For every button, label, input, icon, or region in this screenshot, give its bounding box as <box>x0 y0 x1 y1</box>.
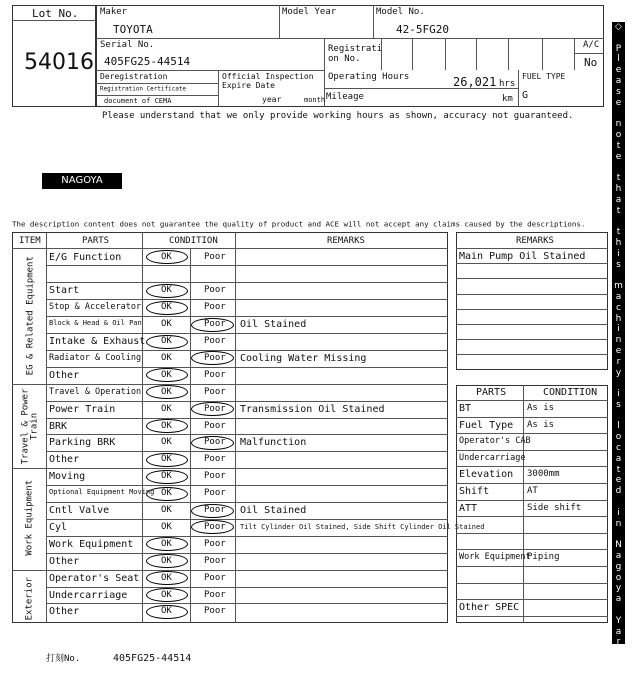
part-name: Optional Equipment Moving <box>49 488 155 497</box>
spec-value: Piping <box>527 552 560 563</box>
table-row <box>46 587 448 604</box>
stamp-no-value: 405FG25-44514 <box>113 653 192 664</box>
ok-option: OK <box>161 471 172 482</box>
serial-value: 405FG25-44514 <box>104 55 191 68</box>
spec-part: Work Equipment <box>459 552 531 563</box>
poor-option: Poor <box>204 403 226 414</box>
spec-part: BT <box>459 403 472 414</box>
poor-option: Poor <box>204 589 226 600</box>
serial-label: Serial No. <box>100 40 155 50</box>
registration-label: Registrati on No. <box>328 44 383 65</box>
ok-option: OK <box>161 285 172 296</box>
table-row <box>46 536 448 553</box>
poor-option: Poor <box>204 386 226 397</box>
ok-option: OK <box>161 488 172 499</box>
year-label: year <box>262 95 282 104</box>
notice-text: Please understand that we only provide working hours as shown, accuracy not guaranteed. <box>102 111 574 121</box>
part-name: Undercarriage <box>49 589 128 601</box>
part-name: Other <box>49 369 80 381</box>
remark-text: Cooling Water Missing <box>240 352 367 364</box>
right-remarks-header: REMARKS <box>516 236 554 246</box>
ok-selected-circle <box>146 335 188 349</box>
poor-option: Poor <box>204 336 226 346</box>
condition-header: CONDITION <box>169 236 218 246</box>
ok-selected-circle <box>146 385 188 399</box>
spec-row <box>456 400 608 416</box>
part-name: BRK <box>49 420 68 432</box>
group-label-travel: Travel & Power Train <box>20 388 40 465</box>
ok-option: OK <box>161 420 172 431</box>
table-row <box>46 485 448 502</box>
spec-row <box>456 583 608 599</box>
part-name: Travel & Operation <box>49 386 142 397</box>
table-row <box>46 451 448 468</box>
maker-value: TOYOTA <box>113 23 153 36</box>
poor-option: Poor <box>204 488 226 499</box>
poor-option: Poor <box>204 251 226 262</box>
ok-option: OK <box>161 336 172 346</box>
ok-selected-circle <box>146 470 188 484</box>
spec-row <box>456 483 608 499</box>
poor-selected-circle <box>191 436 234 450</box>
month-label: month <box>304 96 326 104</box>
ok-option: OK <box>161 251 172 262</box>
ac-label: A/C <box>583 40 600 50</box>
inspection-label: Official Inspection Expire Date <box>222 72 314 90</box>
spec-value: Side shift <box>527 502 582 513</box>
spec-part: Other SPEC <box>459 602 520 614</box>
poor-selected-circle <box>191 520 234 534</box>
remark-line: Main Pump Oil Stained <box>459 251 586 262</box>
table-row <box>46 570 448 587</box>
group-label-work: Work Equipment <box>24 479 35 556</box>
poor-selected-circle <box>191 318 234 332</box>
poor-option: Poor <box>204 454 226 465</box>
ok-option: OK <box>161 319 172 330</box>
spec-part: Fuel Type <box>459 419 514 431</box>
table-row <box>46 282 448 299</box>
poor-option: Poor <box>204 319 226 330</box>
operating-hours-label: Operating Hours <box>328 72 410 82</box>
poor-option: Poor <box>204 555 226 566</box>
ok-selected-circle <box>146 301 188 315</box>
spec-row <box>456 516 608 532</box>
part-name: Cyl <box>49 521 68 533</box>
ok-option: OK <box>161 589 172 600</box>
part-name: Other <box>49 555 80 567</box>
spec-row <box>456 417 608 433</box>
ok-option: OK <box>161 369 172 380</box>
ok-option: OK <box>161 437 172 448</box>
deregistration-label: Deregistration <box>100 72 168 81</box>
part-name: Block & Head & Oil Pan <box>49 319 142 328</box>
poor-selected-circle <box>191 351 234 365</box>
poor-selected-circle <box>191 504 234 518</box>
poor-option: Poor <box>204 420 226 431</box>
part-name: Moving <box>49 471 86 483</box>
table-row <box>46 603 448 620</box>
spec-row <box>456 500 608 516</box>
spec-row <box>456 433 608 449</box>
stamp-no-label: 打刻No. <box>46 654 81 664</box>
ok-option: OK <box>161 606 172 617</box>
ok-selected-circle <box>146 537 188 551</box>
poor-option: Poor <box>204 606 226 617</box>
part-name: Other <box>49 454 80 466</box>
poor-option: Poor <box>204 352 226 363</box>
ok-selected-circle <box>146 605 188 619</box>
fuel-type-value: G <box>522 90 529 101</box>
poor-option: Poor <box>204 572 226 583</box>
group-label-exterior: Exterior <box>24 577 35 621</box>
poor-option: Poor <box>204 285 226 296</box>
poor-option: Poor <box>204 437 226 448</box>
table-row <box>46 265 448 282</box>
ok-option: OK <box>161 454 172 465</box>
spec-part: Undercarriage <box>459 452 526 463</box>
part-name: E/G Function <box>49 251 122 263</box>
table-row <box>46 401 448 418</box>
part-name: Parking BRK <box>49 437 116 449</box>
location-badge: NAGOYA <box>42 173 122 189</box>
model-year-label: Model Year <box>282 7 337 17</box>
table-row <box>46 468 448 485</box>
remarks-header: REMARKS <box>327 236 365 246</box>
registration-certificate-label: Registration Certificate <box>100 85 186 92</box>
part-name: Work Equipment <box>49 538 134 550</box>
spec-row <box>456 599 608 615</box>
operating-hours-value: 26,021 <box>453 75 497 89</box>
ok-selected-circle <box>146 487 188 501</box>
remark-text: Tilt Cylinder Oil Stained, Side Shift Cylinder Oil Stained <box>240 522 485 531</box>
remark-text: Oil Stained <box>240 319 307 331</box>
ok-option: OK <box>161 555 172 566</box>
poor-option: Poor <box>204 505 226 515</box>
spec-parts-header: PARTS <box>476 387 507 398</box>
km-unit: km <box>502 94 513 104</box>
ok-selected-circle <box>146 368 188 382</box>
ok-selected-circle <box>146 284 188 298</box>
table-row <box>46 553 448 570</box>
spec-row <box>456 450 608 466</box>
disclaimer-text: The description content does not guarantee the quality of product and ACE will not accept any claims caused by the descriptions. <box>12 220 586 229</box>
spec-row <box>456 466 608 482</box>
spec-part: Elevation <box>459 469 514 481</box>
mileage-label: Mileage <box>326 92 364 102</box>
maker-label: Maker <box>100 7 128 17</box>
table-row <box>46 316 448 333</box>
spec-row <box>456 616 608 632</box>
poor-option: Poor <box>204 369 226 380</box>
parts-header: PARTS <box>82 236 110 246</box>
ac-value: No <box>584 56 598 69</box>
ok-option: OK <box>161 403 172 414</box>
lot-label: Lot No. <box>32 7 79 20</box>
part-name: Start <box>49 285 80 297</box>
ok-option: OK <box>161 386 172 397</box>
table-row <box>46 519 485 536</box>
remark-text: Malfunction <box>240 437 307 449</box>
remark-text: Oil Stained <box>240 505 307 516</box>
spec-value: 3000mm <box>527 469 560 480</box>
poor-option: Poor <box>204 302 226 313</box>
part-name: Radiator & Cooling <box>49 352 142 363</box>
spec-row <box>456 549 608 565</box>
spec-part: Operator's CAB <box>459 436 531 447</box>
part-name: Stop & Accelerator <box>49 302 142 313</box>
model-no-label: Model No. <box>376 7 425 17</box>
poor-option: Poor <box>204 538 226 549</box>
part-name: Other <box>49 606 80 618</box>
table-row <box>46 333 448 350</box>
table-row <box>46 299 448 316</box>
spec-row <box>456 566 608 582</box>
group-label-eg: EG & Related Equipment <box>25 256 36 376</box>
spec-row <box>456 533 608 549</box>
spec-part: Shift <box>459 486 490 497</box>
ok-selected-circle <box>146 250 188 264</box>
part-name: Operator's Seat <box>49 572 140 584</box>
table-row <box>46 249 448 266</box>
model-no-value: 42-5FG20 <box>396 23 449 36</box>
ok-option: OK <box>161 521 172 532</box>
ok-option: OK <box>161 538 172 549</box>
part-name: Power Train <box>49 403 116 415</box>
table-row <box>46 418 448 435</box>
table-row <box>46 434 448 451</box>
ok-option: OK <box>161 302 172 313</box>
table-row <box>46 367 448 384</box>
poor-option: Poor <box>204 471 226 482</box>
item-header: ITEM <box>19 236 41 246</box>
ok-option: OK <box>161 352 172 363</box>
poor-option: Poor <box>204 521 226 532</box>
ok-selected-circle <box>146 453 188 467</box>
spec-value: As is <box>527 419 555 430</box>
spec-value: As is <box>527 403 555 413</box>
hrs-unit: hrs <box>499 79 516 89</box>
spec-value: AT <box>527 486 538 496</box>
poor-selected-circle <box>191 402 234 416</box>
remark-text: Transmission Oil Stained <box>240 403 385 415</box>
ok-selected-circle <box>146 571 188 585</box>
cema-label: document of CEMA <box>104 97 172 105</box>
ok-selected-circle <box>146 554 188 568</box>
ok-selected-circle <box>146 588 188 602</box>
side-notice-strip: ◇ P l e a s e n o t e t h a t t h i s m a c h i n e r y i s l o c a t e d i n N a g o y a Y a r d ◇ <box>612 22 625 644</box>
fuel-type-label: FUEL TYPE <box>522 72 566 81</box>
table-row <box>46 350 448 367</box>
spec-part: ATT <box>459 502 478 514</box>
table-row <box>46 384 448 401</box>
ok-option: OK <box>161 572 172 583</box>
table-row <box>46 502 448 519</box>
part-name: Intake & Exhaust <box>49 336 146 347</box>
part-name: Cntl Valve <box>49 505 110 516</box>
spec-condition-header: CONDITION <box>543 387 598 398</box>
ok-selected-circle <box>146 419 188 433</box>
lot-number: 54016 <box>24 50 94 75</box>
ok-option: OK <box>161 505 172 515</box>
